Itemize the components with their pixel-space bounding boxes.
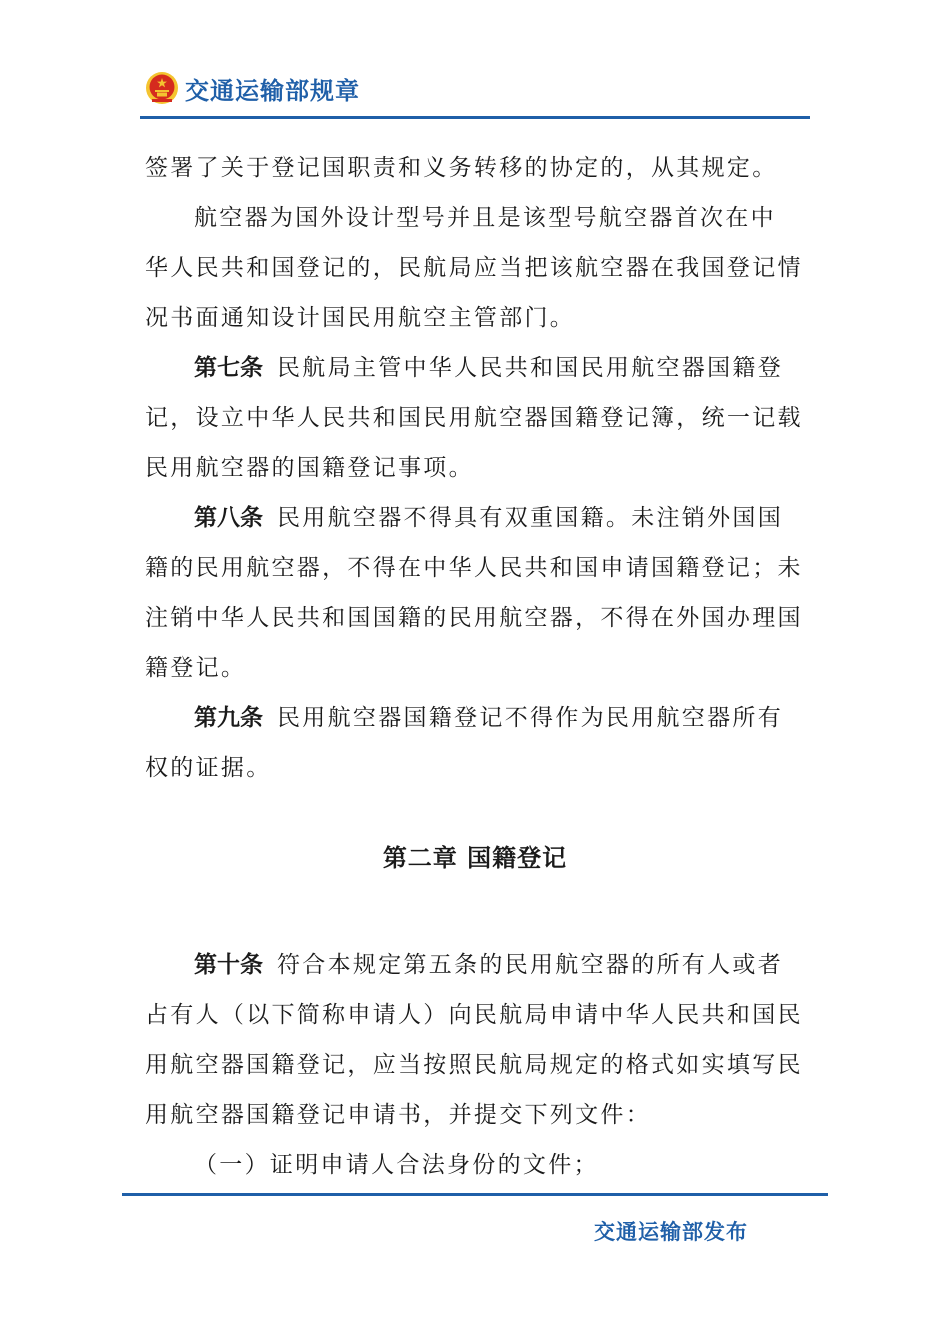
article-text: 民用航空器不得具有双重国籍。未注销外国国 [277, 505, 783, 531]
paragraph-line: 民用航空器的国籍登记事项。 [145, 455, 474, 481]
paragraph-line: 华人民共和国登记的，民航局应当把该航空器在我国登记情 [145, 255, 803, 281]
paragraph-line: 权的证据。 [145, 755, 272, 781]
header-divider [140, 116, 810, 119]
paragraph-line: 用航空器国籍登记申请书，并提交下列文件： [145, 1102, 651, 1128]
article-number: 第十条 [194, 952, 263, 978]
article-ten-line [145, 940, 807, 990]
paragraph-line: 籍登记。 [145, 655, 247, 681]
chapter-title: 第二章 国籍登记 [382, 844, 568, 872]
paragraph-line: 占有人（以下简称申请人）向民航局申请中华人民共和国民 [145, 1002, 803, 1028]
article-text: 民航局主管中华人民共和国民用航空器国籍登 [277, 355, 783, 381]
article-eight-line [145, 493, 807, 543]
paragraph-line: 签署了关于登记国职责和义务转移的协定的，从其规定。 [145, 155, 778, 181]
paragraph-line: 航空器为国外设计型号并且是该型号航空器首次在中 [194, 205, 776, 231]
document-body-bottom [145, 940, 807, 1190]
header-title: 交通运输部规章 [185, 76, 360, 105]
paragraph-line: 记，设立中华人民共和国民用航空器国籍登记簿，统一记载 [145, 405, 803, 431]
paragraph-line: 籍的民用航空器，不得在中华人民共和国申请国籍登记；未 [145, 555, 803, 581]
article-number: 第七条 [194, 355, 263, 381]
page-header [145, 66, 360, 110]
paragraph-line: 用航空器国籍登记，应当按照民航局规定的格式如实填写民 [145, 1052, 803, 1078]
article-number: 第九条 [194, 705, 263, 731]
article-text: 民用航空器国籍登记不得作为民用航空器所有 [277, 705, 783, 731]
national-emblem-icon [145, 71, 179, 105]
article-number: 第八条 [194, 505, 263, 531]
paragraph-line: 况书面通知设计国民用航空主管部门。 [145, 305, 576, 331]
article-nine-line [145, 693, 807, 743]
article-seven-line [145, 343, 807, 393]
list-item: （一）证明申请人合法身份的文件； [194, 1152, 599, 1178]
paragraph-line: 注销中华人民共和国国籍的民用航空器，不得在外国办理国 [145, 605, 803, 631]
document-body-top [145, 143, 807, 793]
article-text: 符合本规定第五条的民用航空器的所有人或者 [277, 952, 783, 978]
footer-divider [122, 1193, 828, 1196]
footer-publisher: 交通运输部发布 [594, 1220, 748, 1244]
